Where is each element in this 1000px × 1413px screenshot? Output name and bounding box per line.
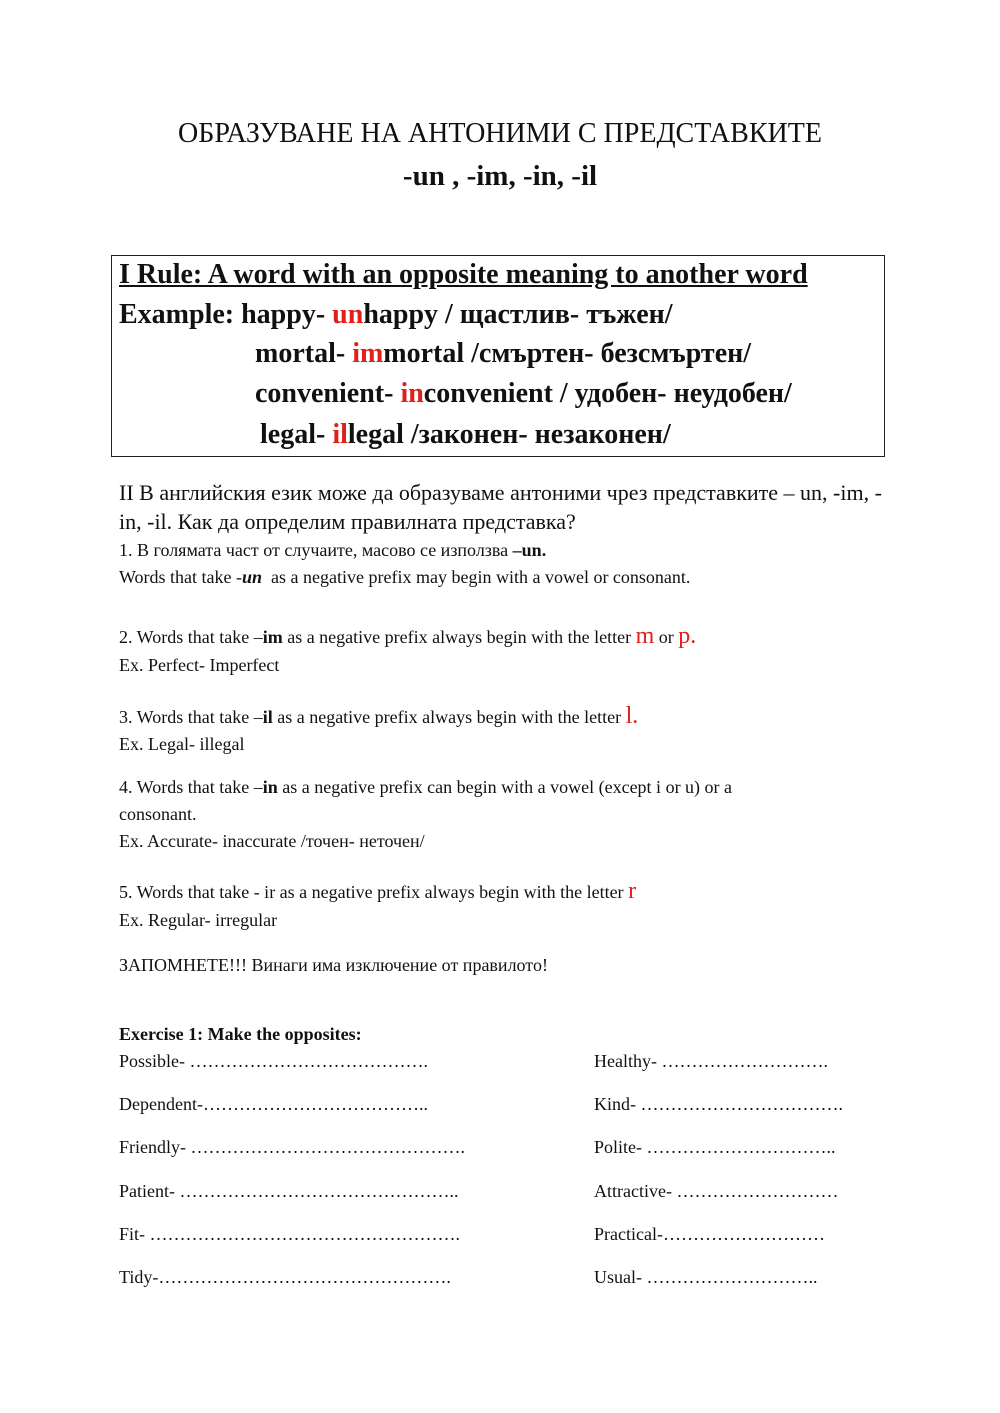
exercise-item: Tidy-………………………………………….: [119, 1267, 451, 1287]
rule-example: convenient- inconvenient / удобен- неудобен/: [255, 378, 792, 409]
rule-point-5: 5. Words that take - ir as a negative prefix always begin with the letter r: [119, 878, 637, 904]
exercise-item: Friendly- ……………………………………….: [119, 1137, 465, 1157]
prefix-highlight: il: [332, 419, 348, 450]
rule-example: legal- illegal /законен- незаконен/: [260, 419, 671, 450]
rule-point-4-cont: consonant.: [119, 804, 197, 824]
exercise-item: Possible- ………………………………….: [119, 1051, 429, 1071]
un-explanation: Words that take -un as a negative prefix may begin with a vowel or consonant.: [119, 567, 691, 587]
exercise-item: Polite- …………………………..: [594, 1137, 836, 1157]
prefix-highlight: in: [400, 378, 424, 409]
rule-box: [111, 255, 885, 457]
rule-example: Example: happy- unhappy / щастлив- тъжен/: [119, 299, 673, 330]
exercise-title: Exercise 1: Make the opposites:: [119, 1024, 362, 1044]
rule-point-4: 4. Words that take –in as a negative prefix can begin with a vowel (except i or u) or a: [119, 777, 733, 797]
rule-example-2: Ex. Perfect- Imperfect: [119, 655, 280, 675]
exercise-item: Dependent-………………………………..: [119, 1094, 428, 1114]
page-subtitle: -un , -im, -in, -il: [402, 160, 598, 192]
rule-title: I Rule: A word with an opposite meaning to another word: [119, 259, 808, 290]
exercise-item: Fit- …………………………………………….: [119, 1224, 461, 1244]
prefix-highlight: im: [352, 338, 384, 369]
remember-note: ЗАПОМНЕТЕ!!! Винаги има изключение от правилото!: [119, 955, 548, 975]
rule-point-1: 1. В голямата част от случаите, масово се използва –un.: [119, 540, 547, 560]
rule-example-3: Ex. Legal- illegal: [119, 734, 245, 754]
section-intro: II В английския език може да образуваме антоними чрез представките – un, -im, -in, -il. Как да определим правилната представка?: [119, 480, 882, 534]
rule-example-4: Ex. Accurate- inaccurate /точен- неточен/: [119, 831, 425, 851]
rule-example: mortal- immortal /смъртен- безсмъртен/: [255, 338, 752, 369]
prefix-highlight: un: [332, 299, 364, 330]
exercise-item: Practical-………………………: [594, 1224, 825, 1244]
rule-point-3: 3. Words that take –il as a negative prefix always begin with the letter l.: [119, 703, 639, 729]
rule-example-5: Ex. Regular- irregular: [119, 910, 278, 930]
exercise-item: Patient- ………………………………………..: [119, 1181, 459, 1201]
exercise-item: Usual- ………………………..: [594, 1267, 818, 1287]
exercise-item: Kind- …………………………….: [594, 1094, 843, 1114]
rule-point-2: 2. Words that take –im as a negative prefix always begin with the letter m or p.: [119, 623, 697, 649]
exercise-item: Attractive- ………………………: [594, 1181, 839, 1201]
exercise-item: Healthy- ……………………….: [594, 1051, 828, 1071]
page-title: ОБРАЗУВАНЕ НА АНТОНИМИ С ПРЕДСТАВКИТЕ: [178, 118, 822, 149]
